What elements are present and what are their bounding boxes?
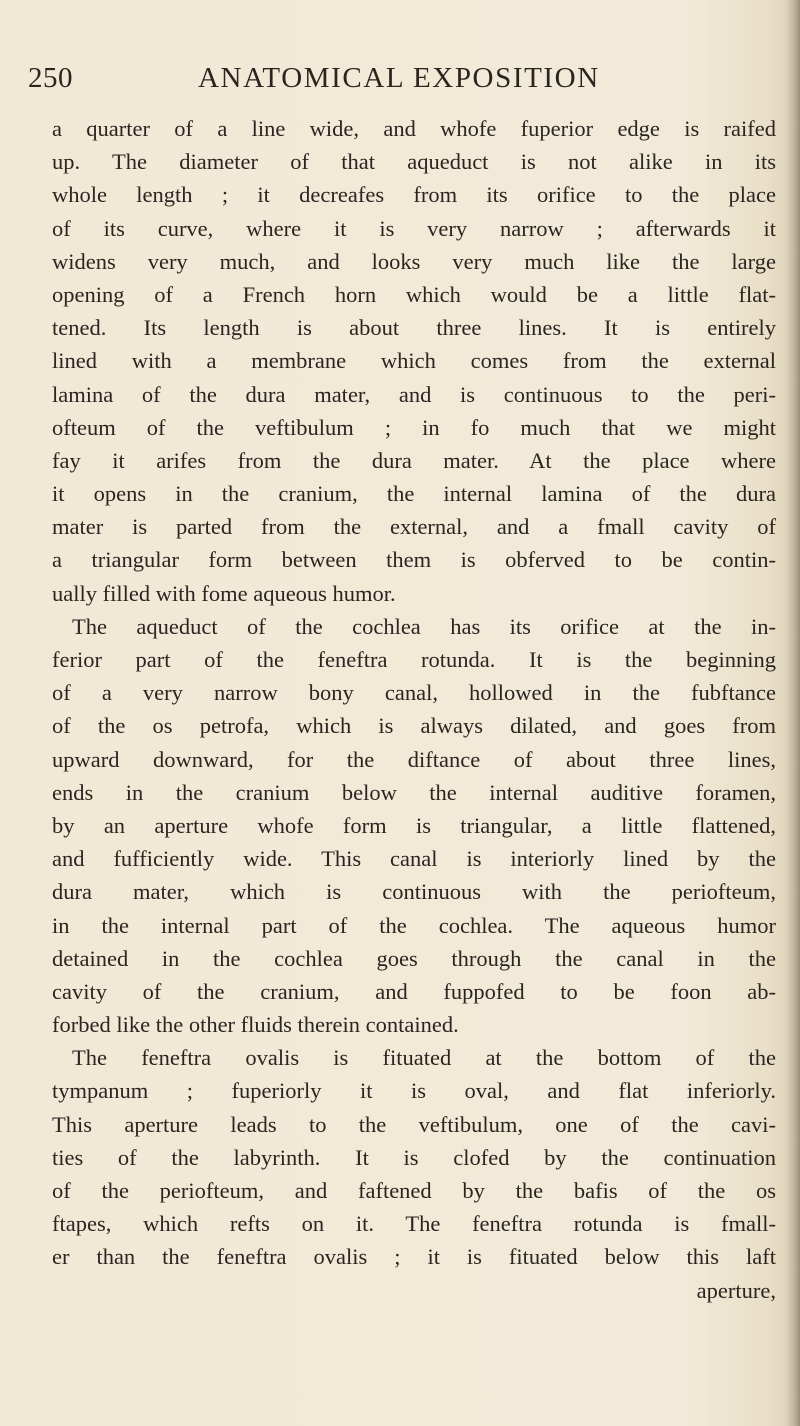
text-line: aperture, [696,1277,776,1303]
text-line: fay it arifes from the dura mater. At the place where [52,447,776,473]
text-line: whole length ; it decreafes from its orifice to the place [52,182,776,208]
text-line: The aqueduct of the cochlea has its orifice at the in- [72,613,776,639]
text-line: lamina of the dura mater, and is continuous to the peri- [52,381,776,407]
text-line: widens very much, and looks very much like the large [52,248,776,274]
page-edge-shadow [786,0,800,1426]
text-line: ends in the cranium below the internal auditive foramen, [52,779,776,805]
text-line: a quarter of a line wide, and whofe fuperior edge is raifed [52,116,776,141]
text-line: opening of a French horn which would be a little flat- [52,281,776,307]
text-line: of its curve, where it is very narrow ; afterwards it [52,215,776,241]
text-line: and fufficiently wide. This canal is interiorly lined by the [52,846,776,872]
text-line: of a very narrow bony canal, hollowed in the fubftance [52,680,776,706]
text-line: by an aperture whofe form is triangular, a little flattened, [52,812,776,838]
text-line: forbed like the other fluids therein contained. [52,1012,459,1038]
text-line: it opens in the cranium, the internal lamina of the dura [52,481,776,507]
text-line: ftapes, which refts on it. The feneftra rotunda is fmall- [52,1211,776,1237]
page-number: 250 [28,62,73,94]
text-line: ually filled with fome aqueous humor. [52,580,396,606]
text-line: of the periofteum, and faftened by the bafis of the os [52,1178,776,1203]
text-line: tened. Its length is about three lines. It is entirely [52,315,776,341]
text-line: cavity of the cranium, and fuppofed to be foon ab- [52,978,776,1004]
text-line: detained in the cochlea goes through the canal in the [52,945,776,971]
text-line: upward downward, for the diftance of about three lines, [52,746,776,772]
page-header [28,62,768,102]
text-line: lined with a membrane which comes from the external [52,348,776,374]
text-line: up. The diameter of that aqueduct is not alike in its [52,149,776,175]
text-line: ferior part of the feneftra rotunda. It is the beginning [52,647,776,672]
body-text [52,112,776,1307]
text-line: of the os petrofa, which is always dilated, and goes from [52,713,776,739]
text-line: in the internal part of the cochlea. The aqueous humor [52,912,776,938]
text-line: ties of the labyrinth. It is clofed by the continuation [52,1144,776,1170]
text-line: er than the feneftra ovalis ; it is fituated below this laft [52,1244,776,1270]
text-line: tympanum ; fuperiorly it is oval, and flat inferiorly. [52,1078,776,1104]
text-line: dura mater, which is continuous with the periofteum, [52,879,776,905]
text-line: ofteum of the veftibulum ; in fo much that we might [52,414,776,440]
text-line: mater is parted from the external, and a fmall cavity of [52,514,776,540]
running-head: ANATOMICAL EXPOSITION [198,62,600,94]
text-line: This aperture leads to the veftibulum, one of the cavi- [52,1111,776,1137]
text-line: a triangular form between them is obferved to be contin- [52,547,776,573]
text-line: The feneftra ovalis is fituated at the bottom of the [72,1045,776,1071]
